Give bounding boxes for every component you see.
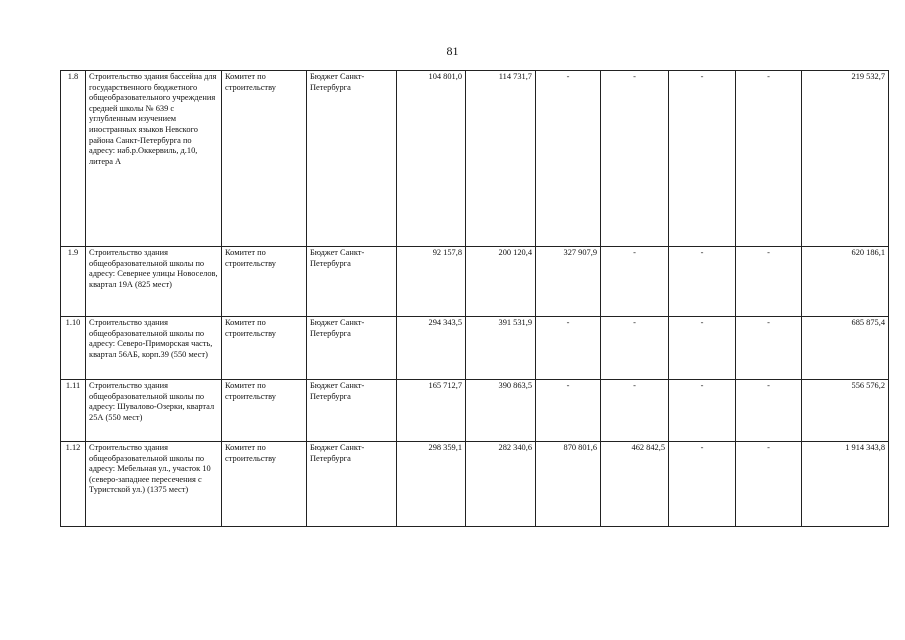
object-name: Строительство здания общеобразовательной школы по адресу: Мебельная ул., участок 10 (северо-западнее пересечения с Туристской ул.) (1375 мест) bbox=[86, 442, 222, 527]
funding-source: Бюджет Санкт-Петербурга bbox=[307, 380, 397, 442]
table-row bbox=[61, 247, 889, 317]
amount-cell: - bbox=[601, 71, 669, 247]
executor: Комитет по строительству bbox=[222, 380, 307, 442]
amount-cell: - bbox=[536, 71, 601, 247]
amount-cell: 282 340,6 bbox=[466, 442, 536, 527]
total-cell: 219 532,7 bbox=[802, 71, 889, 247]
amount-cell: - bbox=[601, 247, 669, 317]
amount-cell: 104 801,0 bbox=[397, 71, 466, 247]
amount-cell: 327 907,9 bbox=[536, 247, 601, 317]
amount-cell: - bbox=[536, 380, 601, 442]
executor: Комитет по строительству bbox=[222, 71, 307, 247]
row-number: 1.11 bbox=[61, 380, 86, 442]
funding-source: Бюджет Санкт-Петербурга bbox=[307, 317, 397, 380]
amount-cell: 870 801,6 bbox=[536, 442, 601, 527]
amount-cell: - bbox=[669, 317, 736, 380]
row-number: 1.9 bbox=[61, 247, 86, 317]
amount-cell: 298 359,1 bbox=[397, 442, 466, 527]
funding-source: Бюджет Санкт-Петербурга bbox=[307, 71, 397, 247]
amount-cell: - bbox=[736, 317, 802, 380]
amount-cell: 294 343,5 bbox=[397, 317, 466, 380]
budget-table bbox=[60, 70, 889, 527]
amount-cell: 390 863,5 bbox=[466, 380, 536, 442]
table-row bbox=[61, 380, 889, 442]
table-row bbox=[61, 71, 889, 247]
amount-cell: 391 531,9 bbox=[466, 317, 536, 380]
amount-cell: 462 842,5 bbox=[601, 442, 669, 527]
page-number: 81 bbox=[446, 44, 459, 58]
row-number: 1.10 bbox=[61, 317, 86, 380]
table-row bbox=[61, 317, 889, 380]
amount-cell: 92 157,8 bbox=[397, 247, 466, 317]
amount-cell: 165 712,7 bbox=[397, 380, 466, 442]
executor: Комитет по строительству bbox=[222, 317, 307, 380]
object-name: Строительство здания общеобразовательной школы по адресу: Северо-Приморская часть, квартал 56АБ, корп.39 (550 мест) bbox=[86, 317, 222, 380]
amount-cell: - bbox=[601, 317, 669, 380]
funding-source: Бюджет Санкт-Петербурга bbox=[307, 247, 397, 317]
amount-cell: - bbox=[736, 442, 802, 527]
object-name: Строительство здания общеобразовательной школы по адресу: Севернее улицы Новоселов, квартал 19А (825 мест) bbox=[86, 247, 222, 317]
amount-cell: - bbox=[736, 247, 802, 317]
amount-cell: 114 731,7 bbox=[466, 71, 536, 247]
amount-cell: - bbox=[669, 380, 736, 442]
total-cell: 556 576,2 bbox=[802, 380, 889, 442]
executor: Комитет по строительству bbox=[222, 247, 307, 317]
total-cell: 620 186,1 bbox=[802, 247, 889, 317]
object-name: Строительство здания бассейна для государственного бюджетного общеобразовательного учреждения средней школы № 639 с углубленным изучением иностранных языков Невского района Санкт-Петербурга по адресу: наб.р.Оккервиль, д.10, литера А bbox=[86, 71, 222, 247]
row-number: 1.8 bbox=[61, 71, 86, 247]
amount-cell: - bbox=[601, 380, 669, 442]
amount-cell: - bbox=[736, 380, 802, 442]
funding-source: Бюджет Санкт-Петербурга bbox=[307, 442, 397, 527]
amount-cell: 200 120,4 bbox=[466, 247, 536, 317]
amount-cell: - bbox=[669, 247, 736, 317]
total-cell: 1 914 343,8 bbox=[802, 442, 889, 527]
row-number: 1.12 bbox=[61, 442, 86, 527]
amount-cell: - bbox=[536, 317, 601, 380]
executor: Комитет по строительству bbox=[222, 442, 307, 527]
object-name: Строительство здания общеобразовательной школы по адресу: Шувалово-Озерки, квартал 25А (550 мест) bbox=[86, 380, 222, 442]
amount-cell: - bbox=[669, 71, 736, 247]
amount-cell: - bbox=[669, 442, 736, 527]
total-cell: 685 875,4 bbox=[802, 317, 889, 380]
amount-cell: - bbox=[736, 71, 802, 247]
table-row bbox=[61, 442, 889, 527]
